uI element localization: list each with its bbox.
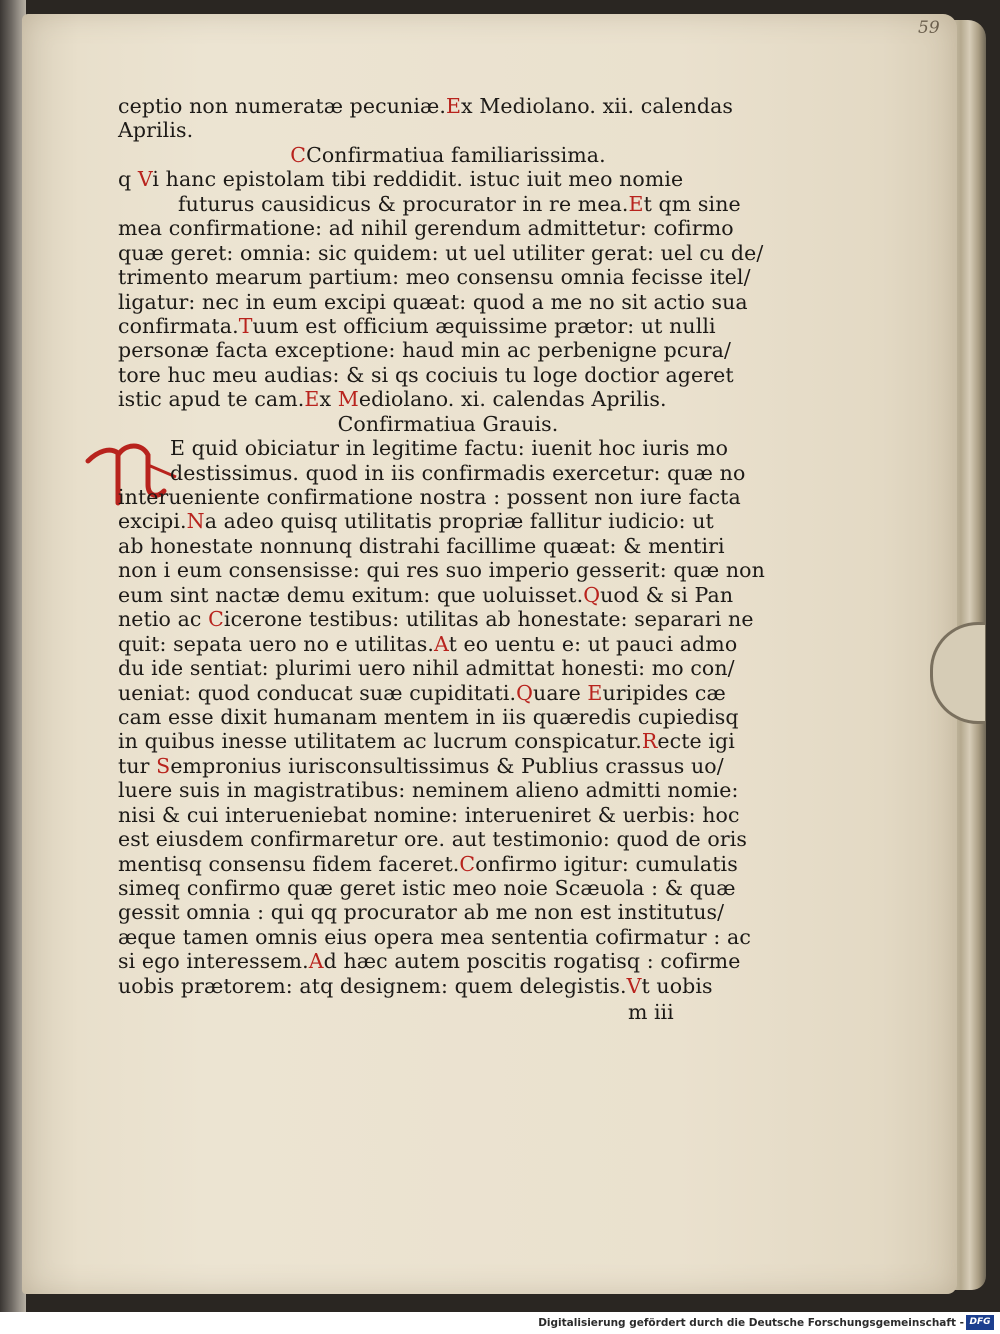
rubric-letter: T	[238, 313, 253, 338]
rubric-letter: C	[459, 851, 476, 876]
line-text: nisi & cui interueniebat nomine: interueniret & uerbis: hoc	[118, 802, 740, 827]
line-text: icerone testibus: utilitas ab honestate: separari ne	[223, 607, 754, 632]
text-line	[118, 167, 778, 191]
line-text: E quid obiciatur in legitime factu: iuenit hoc iuris mo	[170, 436, 729, 461]
line-text: si ego interessem.	[118, 949, 309, 974]
text-column	[118, 94, 778, 998]
rubric-letter: V	[626, 973, 642, 998]
line-text: cam esse dixit humanam mentem in iis quæredis cupiedisq	[118, 704, 739, 729]
text-line	[118, 314, 778, 338]
rubric-letter: Q	[516, 680, 534, 705]
text-line	[118, 925, 778, 949]
signature-mark: m iii	[628, 1000, 674, 1024]
text-line	[118, 974, 778, 998]
line-text: du ide sentiat: plurimi uero nihil admittat honesti: mo con/	[118, 656, 735, 681]
line-text: x Mediolano. xii. calendas	[461, 94, 734, 118]
dfg-logo: DFG	[966, 1315, 994, 1330]
line-text: t eo uentu e: ut pauci admo	[448, 631, 738, 656]
text-line	[118, 265, 778, 289]
text-line	[118, 94, 778, 118]
text-line	[118, 852, 778, 876]
line-text: d hæc autem poscitis rogatisq : cofirme	[323, 949, 741, 974]
line-text: istic apud te cam.	[118, 387, 305, 412]
text-line	[118, 338, 778, 362]
text-line	[118, 387, 778, 411]
text-line	[118, 803, 778, 827]
line-text: eum sint nactæ demu exitum: que uoluisset.	[118, 582, 584, 607]
rubric-letter: E	[587, 680, 603, 705]
text-line	[118, 949, 778, 973]
rubric-letter: C	[208, 607, 224, 632]
line-text: t uobis	[641, 973, 713, 998]
text-line	[118, 876, 778, 900]
text-line	[118, 509, 778, 533]
rubric-letter: V	[137, 167, 153, 192]
line-text: uum est officium æquissime prætor: ut nulli	[252, 313, 716, 338]
line-text: i hanc epistolam tibi reddidit. istuc iuit meo nomie	[152, 167, 684, 192]
text-line	[118, 363, 778, 387]
line-text: uobis prætorem: atq designem: quem delegistis.	[118, 973, 627, 998]
rubric-letter: S	[156, 753, 171, 778]
text-line	[118, 607, 778, 631]
line-text: uod & si Pan	[600, 582, 734, 607]
text-line	[118, 534, 778, 558]
line-text: personæ facta exceptione: haud min ac perbenigne pcura/	[118, 338, 731, 363]
line-text: tore huc meu audias: & si qs cociuis tu loge doctior ageret	[118, 362, 734, 387]
line-text: tur	[118, 753, 157, 778]
line-text: mentisq consensu fidem faceret.	[118, 851, 460, 876]
text-line	[118, 900, 778, 924]
rubric-letter: A	[308, 949, 324, 974]
text-line	[118, 118, 778, 142]
line-text: a adeo quisq utilitatis propriæ fallitur iudicio: ut	[204, 509, 714, 534]
line-text: x	[319, 387, 338, 412]
text-line	[118, 705, 778, 729]
line-text: futurus causidicus & procurator in re mea.	[178, 191, 629, 216]
rubric-letter: E	[628, 191, 644, 216]
line-text: ueniat: quod conducat suæ cupiditati.	[118, 680, 517, 705]
rubric-letter: C	[290, 142, 307, 167]
line-text: netio ac	[118, 607, 209, 632]
line-text: Confirmatiua familiarissima.	[306, 142, 606, 167]
line-text: onfirmo igitur: cumulatis	[475, 851, 738, 876]
line-text: ediolano. xi. calendas Aprilis.	[358, 387, 667, 412]
text-line	[118, 485, 778, 509]
text-line	[118, 656, 778, 680]
line-text: quæ geret: omnia: sic quidem: ut uel utiliter gerat: uel cu de/	[118, 240, 764, 265]
text-line	[118, 729, 778, 753]
text-line	[118, 583, 778, 607]
line-text: destissimus. quod in iis confirmadis exercetur: quæ no	[170, 460, 746, 485]
line-text: uripides cæ	[602, 680, 726, 705]
text-line	[118, 754, 778, 778]
line-text: t qm sine	[643, 191, 741, 216]
folio-number: 59	[918, 18, 940, 38]
rubric-letter: A	[434, 631, 449, 656]
line-text: trimento mearum partium: meo consensu omnia fecisse itel/	[118, 265, 751, 290]
text-line	[118, 778, 778, 802]
text-line	[118, 436, 778, 460]
line-text: ecte igi	[657, 729, 735, 754]
line-text: empronius iurisconsultissimus & Publius crassus uo/	[170, 753, 724, 778]
text-line	[118, 143, 778, 167]
line-text: ligatur: nec in eum excipi quæat: quod a me no sit actio sua	[118, 289, 748, 314]
text-line	[118, 216, 778, 240]
text-line	[118, 558, 778, 582]
line-text: ceptio non numeratæ pecuniæ.	[118, 94, 446, 118]
line-text: mea confirmatione: ad nihil gerendum admittetur: cofirmo	[118, 216, 734, 241]
line-text: ab honestate nonnunq distrahi facillime quæat: & mentiri	[118, 533, 725, 558]
line-text: simeq confirmo quæ geret istic meo noie Scæuola : & quæ	[118, 876, 736, 900]
line-text: est eiusdem confirmaretur ore. aut testimonio: quod de oris	[118, 827, 748, 852]
text-line	[118, 632, 778, 656]
line-text: excipi.	[118, 509, 187, 534]
text-line	[118, 461, 778, 485]
text-line	[118, 827, 778, 851]
line-text: in quibus inesse utilitatem ac lucrum conspicatur.	[118, 729, 642, 754]
line-text: luere suis in magistratibus: neminem alieno admitti nomie:	[118, 778, 739, 803]
text-line	[118, 412, 778, 436]
text-line	[118, 681, 778, 705]
footer-credit: Digitalisierung gefördert durch die Deutsche Forschungsgemeinschaft -	[538, 1317, 964, 1329]
line-text: æque tamen omnis eius opera mea sententia cofirmatur : ac	[118, 924, 751, 949]
text-line	[118, 192, 778, 216]
rubric-letter: M	[337, 387, 359, 412]
text-line	[118, 290, 778, 314]
text-line	[118, 241, 778, 265]
rubric-letter: E	[445, 94, 462, 118]
rubric-letter: N	[186, 509, 205, 534]
line-text: confirmata.	[118, 313, 239, 338]
line-text: non i eum consensisse: qui res suo imperio gesserit: quæ non	[118, 558, 765, 583]
line-text: q	[118, 167, 138, 192]
line-text: uare	[533, 680, 588, 705]
line-text: quit: sepata uero no e utilitas.	[118, 631, 435, 656]
line-text: Confirmatiua Grauis.	[337, 411, 559, 436]
line-text: gessit omnia : qui qq procurator ab me non est institutus/	[118, 900, 725, 925]
line-text: Aprilis.	[118, 118, 194, 143]
line-text: interueniente confirmatione nostra : possent non iure facta	[118, 485, 741, 509]
rubric-letter: E	[304, 387, 320, 412]
rubric-letter: R	[641, 729, 658, 754]
rubric-letter: Q	[583, 582, 601, 607]
